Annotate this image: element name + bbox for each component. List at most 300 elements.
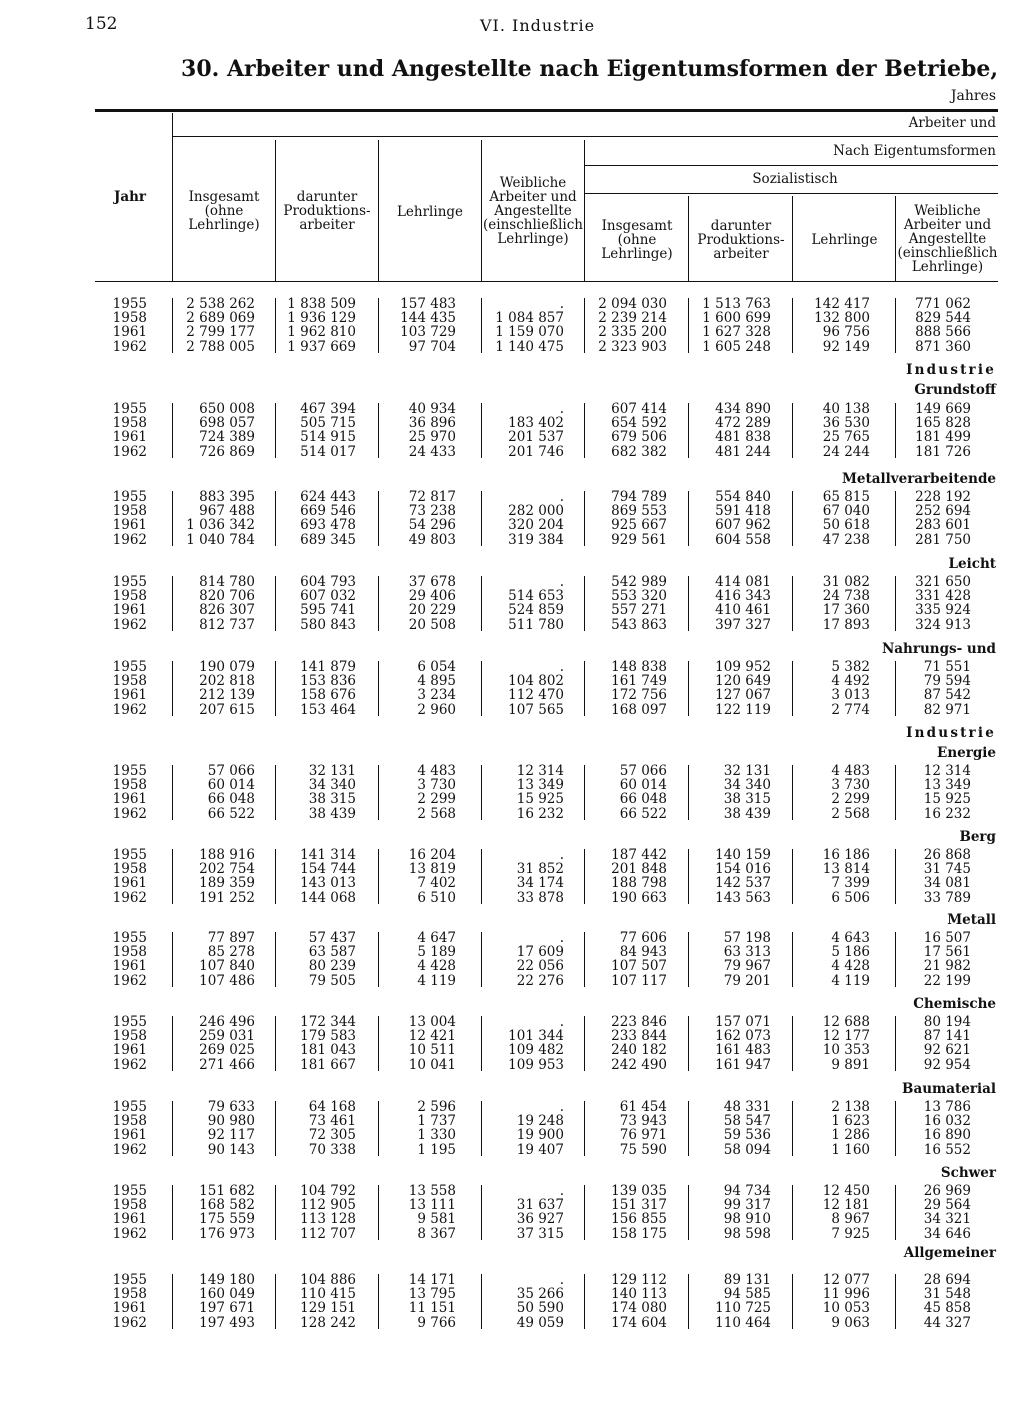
table-row (0, 1043, 1024, 1057)
group-header-eigentum: Nach Eigentumsformen (833, 143, 996, 159)
table-row (0, 504, 1024, 518)
value-cell: 2 960 (417, 701, 456, 718)
value-cell: 7 399 (831, 875, 870, 892)
table-row (0, 1114, 1024, 1128)
value-cell: 22 056 (516, 958, 564, 975)
value-cell: 34 340 (308, 777, 356, 794)
value-cell: 1 084 857 (495, 310, 564, 327)
col-header-weiblich: Weibliche Arbeiter und Angestellte (einschließlich Lehrlinge) (483, 175, 583, 247)
value-cell: 165 828 (915, 415, 971, 432)
value-cell: 13 349 (923, 777, 971, 794)
value-cell: 40 138 (822, 401, 870, 417)
value-cell: 4 492 (831, 673, 870, 690)
value-cell: 79 633 (207, 1099, 255, 1115)
year-cell: 1955 (112, 763, 147, 779)
value-cell: 112 470 (508, 687, 564, 704)
value-cell: 63 313 (723, 944, 771, 961)
value-cell: . (559, 847, 564, 863)
value-cell: 161 947 (715, 1056, 771, 1073)
table-title: 30. Arbeiter und Angestellte nach Eigentumsformen der Betriebe, (181, 56, 998, 82)
value-cell: 75 590 (619, 1141, 667, 1158)
col-divider-8 (895, 196, 896, 281)
chapter-heading: VI. Industrie (480, 16, 596, 35)
value-cell: 724 389 (199, 429, 255, 446)
value-cell: 8 967 (831, 1211, 870, 1228)
value-cell: 10 353 (822, 1042, 870, 1059)
table-row (0, 575, 1024, 589)
year-cell: 1958 (112, 1028, 147, 1045)
value-cell: 6 506 (831, 889, 870, 906)
section-label: Baumaterial (902, 1081, 996, 1097)
value-cell: 176 973 (199, 1225, 255, 1242)
table-row (0, 959, 1024, 973)
value-cell: . (559, 659, 564, 675)
value-cell: 79 505 (308, 972, 356, 989)
section-label: Leicht (948, 556, 996, 572)
year-cell: 1961 (112, 602, 147, 619)
value-cell: 6 054 (417, 659, 456, 675)
value-cell: 15 925 (516, 791, 564, 808)
value-cell: 207 615 (199, 701, 255, 718)
value-cell: 158 175 (611, 1225, 667, 1242)
value-cell: 94 734 (723, 1183, 771, 1199)
value-cell: 13 795 (408, 1286, 456, 1303)
value-cell: 1 286 (831, 1127, 870, 1144)
value-cell: 67 040 (822, 503, 870, 520)
table-row (0, 778, 1024, 792)
value-cell: 324 913 (915, 616, 971, 633)
col-divider-4 (481, 140, 482, 281)
table-row (0, 1128, 1024, 1142)
table-row (0, 445, 1024, 459)
value-cell: 89 131 (723, 1272, 771, 1288)
value-cell: 72 817 (408, 489, 456, 505)
value-cell: 45 858 (923, 1300, 971, 1317)
value-cell: 181 726 (915, 443, 971, 460)
year-cell: 1961 (112, 517, 147, 534)
value-cell: 156 855 (611, 1211, 667, 1228)
value-cell: 16 232 (516, 805, 564, 822)
value-cell: 28 694 (923, 1272, 971, 1288)
value-cell: 19 407 (516, 1141, 564, 1158)
col-divider-7 (792, 196, 793, 281)
year-cell: 1958 (112, 503, 147, 520)
value-cell: 24 738 (822, 588, 870, 605)
value-cell: 140 113 (611, 1286, 667, 1303)
value-cell: 3 013 (831, 687, 870, 704)
value-cell: 242 490 (611, 1056, 667, 1073)
value-cell: 82 971 (923, 701, 971, 718)
value-cell: 44 327 (923, 1314, 971, 1331)
value-cell: 7 402 (417, 875, 456, 892)
value-cell: 524 859 (508, 602, 564, 619)
value-cell: 269 025 (199, 1042, 255, 1059)
value-cell: 32 131 (723, 763, 771, 779)
value-cell: 202 818 (199, 673, 255, 690)
value-cell: 197 493 (199, 1314, 255, 1331)
value-cell: 12 181 (822, 1197, 870, 1214)
value-cell: 591 418 (715, 503, 771, 520)
value-cell: 58 094 (723, 1141, 771, 1158)
value-cell: 65 815 (822, 489, 870, 505)
value-cell: 7 925 (831, 1225, 870, 1242)
table-row (0, 807, 1024, 821)
value-cell: 129 151 (300, 1300, 356, 1317)
value-cell: 6 510 (417, 889, 456, 906)
value-cell: 2 538 262 (186, 296, 255, 312)
value-cell: 1 838 509 (287, 296, 356, 312)
table-row (0, 876, 1024, 890)
value-cell: 104 802 (508, 673, 564, 690)
value-cell: 48 331 (723, 1099, 771, 1115)
value-cell: 240 182 (611, 1042, 667, 1059)
value-cell: 38 439 (308, 805, 356, 822)
value-cell: 160 049 (199, 1286, 255, 1303)
table-row (0, 311, 1024, 325)
value-cell: 12 688 (822, 1014, 870, 1030)
value-cell: 5 189 (417, 944, 456, 961)
value-cell: 76 971 (619, 1127, 667, 1144)
col-header-soz-produktion: darunter Produktions- arbeiter (697, 218, 785, 262)
value-cell: 812 737 (199, 616, 255, 633)
value-cell: 33 878 (516, 889, 564, 906)
year-cell: 1958 (112, 944, 147, 961)
value-cell: 472 289 (715, 415, 771, 432)
value-cell: 693 478 (300, 517, 356, 534)
value-cell: 79 967 (723, 958, 771, 975)
value-cell: 14 171 (408, 1272, 456, 1288)
value-cell: 25 970 (408, 429, 456, 446)
value-cell: 32 131 (308, 763, 356, 779)
value-cell: 654 592 (611, 415, 667, 432)
value-cell: 187 442 (611, 847, 667, 863)
value-cell: 794 789 (611, 489, 667, 505)
col-header-soz-weiblich: Weibliche Arbeiter und Angestellte (einschließlich Lehrlinge) (897, 203, 998, 275)
value-cell: 174 604 (611, 1314, 667, 1331)
col-header-lehrlinge: Lehrlinge (396, 204, 464, 220)
value-cell: 650 008 (199, 401, 255, 417)
value-cell: 35 266 (516, 1286, 564, 1303)
value-cell: 259 031 (199, 1028, 255, 1045)
table-row (0, 416, 1024, 430)
value-cell: 4 428 (417, 958, 456, 975)
value-cell: 190 663 (611, 889, 667, 906)
col-header-insgesamt: Insgesamt (ohne Lehrlinge) (188, 189, 260, 233)
value-cell: 172 344 (300, 1014, 356, 1030)
table-row (0, 1301, 1024, 1315)
value-cell: 87 141 (923, 1028, 971, 1045)
year-cell: 1955 (112, 659, 147, 675)
year-cell: 1958 (112, 588, 147, 605)
value-cell: 1 627 328 (702, 324, 771, 341)
year-cell: 1962 (112, 889, 147, 906)
value-cell: 72 305 (308, 1127, 356, 1144)
year-cell: 1961 (112, 1042, 147, 1059)
table-row (0, 340, 1024, 354)
col-divider-3 (378, 140, 379, 281)
section-label: Schwer (940, 1165, 996, 1181)
value-cell: 3 730 (417, 777, 456, 794)
group-rule-top (173, 136, 998, 137)
value-cell: . (559, 1099, 564, 1115)
value-cell: 92 621 (923, 1042, 971, 1059)
value-cell: 1 159 070 (495, 324, 564, 341)
value-cell: 129 112 (611, 1272, 667, 1288)
year-cell: 1961 (112, 875, 147, 892)
value-cell: 107 507 (611, 958, 667, 975)
value-cell: 1 623 (831, 1113, 870, 1130)
value-cell: 34 340 (723, 777, 771, 794)
value-cell: 66 048 (207, 791, 255, 808)
year-cell: 1955 (112, 847, 147, 863)
col-divider-2 (275, 140, 276, 281)
table-row (0, 891, 1024, 905)
value-cell: 107 117 (611, 972, 667, 989)
value-cell: 181 043 (300, 1042, 356, 1059)
year-cell: 1958 (112, 1197, 147, 1214)
value-cell: 580 843 (300, 616, 356, 633)
value-cell: 12 314 (516, 763, 564, 779)
value-cell: 142 417 (814, 296, 870, 312)
value-cell: 57 437 (308, 930, 356, 946)
value-cell: 17 360 (822, 602, 870, 619)
value-cell: 21 982 (923, 958, 971, 975)
value-cell: 38 315 (723, 791, 771, 808)
value-cell: 157 071 (715, 1014, 771, 1030)
table-row (0, 618, 1024, 632)
value-cell: 13 558 (408, 1183, 456, 1199)
value-cell: 197 671 (199, 1300, 255, 1317)
value-cell: 511 780 (508, 616, 564, 633)
value-cell: 132 800 (814, 310, 870, 327)
value-cell: 140 159 (715, 847, 771, 863)
value-cell: 4 428 (831, 958, 870, 975)
value-cell: 77 897 (207, 930, 255, 946)
value-cell: 50 618 (822, 517, 870, 534)
year-cell: 1958 (112, 1113, 147, 1130)
value-cell: 320 204 (508, 517, 564, 534)
year-cell: 1962 (112, 338, 147, 355)
value-cell: 223 846 (611, 1014, 667, 1030)
value-cell: 66 522 (207, 805, 255, 822)
value-cell: 13 786 (923, 1099, 971, 1115)
value-cell: . (559, 1183, 564, 1199)
year-cell: 1958 (112, 310, 147, 327)
year-cell: 1961 (112, 429, 147, 446)
section-label: Industrie (906, 725, 996, 741)
value-cell: 13 111 (408, 1197, 456, 1214)
value-cell: 4 119 (831, 972, 870, 989)
value-cell: 2 299 (831, 791, 870, 808)
table-row (0, 1287, 1024, 1301)
value-cell: 26 868 (923, 847, 971, 863)
page-number: 152 (85, 14, 118, 34)
value-cell: 557 271 (611, 602, 667, 619)
value-cell: 22 199 (923, 972, 971, 989)
value-cell: 47 238 (822, 531, 870, 548)
value-cell: 543 863 (611, 616, 667, 633)
value-cell: 1 040 784 (186, 531, 255, 548)
value-cell: 2 774 (831, 701, 870, 718)
value-cell: 2 239 214 (598, 310, 667, 327)
value-cell: 829 544 (915, 310, 971, 327)
section-label: Berg (959, 829, 996, 845)
value-cell: 467 394 (300, 401, 356, 417)
year-cell: 1961 (112, 687, 147, 704)
value-cell: 929 561 (611, 531, 667, 548)
value-cell: 13 004 (408, 1014, 456, 1030)
col-divider-6 (688, 196, 689, 281)
table-row (0, 1316, 1024, 1330)
value-cell: 1 160 (831, 1141, 870, 1158)
value-cell: 110 725 (715, 1300, 771, 1317)
value-cell: 201 746 (508, 443, 564, 460)
value-cell: 1 605 248 (702, 338, 771, 355)
value-cell: 73 943 (619, 1113, 667, 1130)
group-header-sozialistisch: Sozialistisch (752, 171, 838, 187)
value-cell: 36 530 (822, 415, 870, 432)
value-cell: 1 937 669 (287, 338, 356, 355)
table-row (0, 325, 1024, 339)
col-divider-1 (172, 113, 173, 281)
value-cell: 542 989 (611, 574, 667, 590)
section-label: Energie (937, 745, 996, 761)
value-cell: 514 653 (508, 588, 564, 605)
year-cell: 1962 (112, 1056, 147, 1073)
value-cell: 233 844 (611, 1028, 667, 1045)
year-cell: 1955 (112, 1183, 147, 1199)
value-cell: 202 754 (199, 861, 255, 878)
value-cell: 1 195 (417, 1141, 456, 1158)
table-title-continuation: Jahres (950, 88, 996, 104)
value-cell: 175 559 (199, 1211, 255, 1228)
group-rule-sozialistisch (585, 193, 998, 194)
col-header-soz-lehrlinge: Lehrlinge (811, 232, 878, 248)
table-row (0, 674, 1024, 688)
value-cell: 416 343 (715, 588, 771, 605)
value-cell: 144 068 (300, 889, 356, 906)
value-cell: 12 177 (822, 1028, 870, 1045)
table-row (0, 402, 1024, 416)
value-cell: 109 953 (508, 1056, 564, 1073)
value-cell: 3 730 (831, 777, 870, 794)
value-cell: 104 792 (300, 1183, 356, 1199)
value-cell: 16 204 (408, 847, 456, 863)
value-cell: 13 349 (516, 777, 564, 794)
value-cell: 1 036 342 (186, 517, 255, 534)
value-cell: 17 561 (923, 944, 971, 961)
value-cell: . (559, 930, 564, 946)
value-cell: 181 499 (915, 429, 971, 446)
value-cell: 20 229 (408, 602, 456, 619)
value-cell: 107 840 (199, 958, 255, 975)
value-cell: 1 737 (417, 1113, 456, 1130)
value-cell: 16 552 (923, 1141, 971, 1158)
value-cell: 9 891 (831, 1056, 870, 1073)
value-cell: 10 053 (822, 1300, 870, 1317)
value-cell: 2 335 200 (598, 324, 667, 341)
value-cell: 174 080 (611, 1300, 667, 1317)
value-cell: 2 568 (831, 805, 870, 822)
section-label: Allgemeiner (903, 1245, 996, 1261)
value-cell: 604 793 (300, 574, 356, 590)
value-cell: 252 694 (915, 503, 971, 520)
value-cell: 104 886 (300, 1272, 356, 1288)
year-cell: 1961 (112, 1127, 147, 1144)
table-row (0, 974, 1024, 988)
value-cell: 179 583 (300, 1028, 356, 1045)
value-cell: 554 840 (715, 489, 771, 505)
value-cell: 66 048 (619, 791, 667, 808)
value-cell: 434 890 (715, 401, 771, 417)
table-row (0, 1184, 1024, 1198)
table-row (0, 792, 1024, 806)
value-cell: 869 553 (611, 503, 667, 520)
value-cell: 814 780 (199, 574, 255, 590)
value-cell: 149 669 (915, 401, 971, 417)
value-cell: 16 890 (923, 1127, 971, 1144)
value-cell: 120 649 (715, 673, 771, 690)
value-cell: 282 000 (508, 503, 564, 520)
table-row (0, 945, 1024, 959)
value-cell: 19 248 (516, 1113, 564, 1130)
value-cell: 107 565 (508, 701, 564, 718)
year-cell: 1958 (112, 673, 147, 690)
value-cell: 151 682 (199, 1183, 255, 1199)
year-cell: 1961 (112, 791, 147, 808)
table-row (0, 1273, 1024, 1287)
value-cell: 15 925 (923, 791, 971, 808)
value-cell: 112 905 (300, 1197, 356, 1214)
value-cell: 212 139 (199, 687, 255, 704)
value-cell: 80 194 (923, 1014, 971, 1030)
value-cell: 826 307 (199, 602, 255, 619)
value-cell: 319 384 (508, 531, 564, 548)
value-cell: 682 382 (611, 443, 667, 460)
value-cell: 154 744 (300, 861, 356, 878)
value-cell: 271 466 (199, 1056, 255, 1073)
value-cell: 122 119 (715, 701, 771, 718)
value-cell: 414 081 (715, 574, 771, 590)
value-cell: 183 402 (508, 415, 564, 432)
value-cell: 698 057 (199, 415, 255, 432)
value-cell: 3 234 (417, 687, 456, 704)
year-cell: 1962 (112, 443, 147, 460)
value-cell: . (559, 1272, 564, 1288)
value-cell: 94 585 (723, 1286, 771, 1303)
value-cell: 331 428 (915, 588, 971, 605)
year-cell: 1961 (112, 958, 147, 975)
value-cell: 188 798 (611, 875, 667, 892)
value-cell: 16 032 (923, 1113, 971, 1130)
year-cell: 1962 (112, 531, 147, 548)
value-cell: 38 315 (308, 791, 356, 808)
value-cell: 11 996 (822, 1286, 870, 1303)
value-cell: 110 464 (715, 1314, 771, 1331)
value-cell: 604 558 (715, 531, 771, 548)
value-cell: 148 838 (611, 659, 667, 675)
table-row (0, 862, 1024, 876)
table-row (0, 1227, 1024, 1241)
value-cell: 669 546 (300, 503, 356, 520)
value-cell: 2 138 (831, 1099, 870, 1115)
value-cell: 228 192 (915, 489, 971, 505)
value-cell: 57 198 (723, 930, 771, 946)
value-cell: 40 934 (408, 401, 456, 417)
value-cell: 77 606 (619, 930, 667, 946)
value-cell: 191 252 (199, 889, 255, 906)
value-cell: 37 678 (408, 574, 456, 590)
